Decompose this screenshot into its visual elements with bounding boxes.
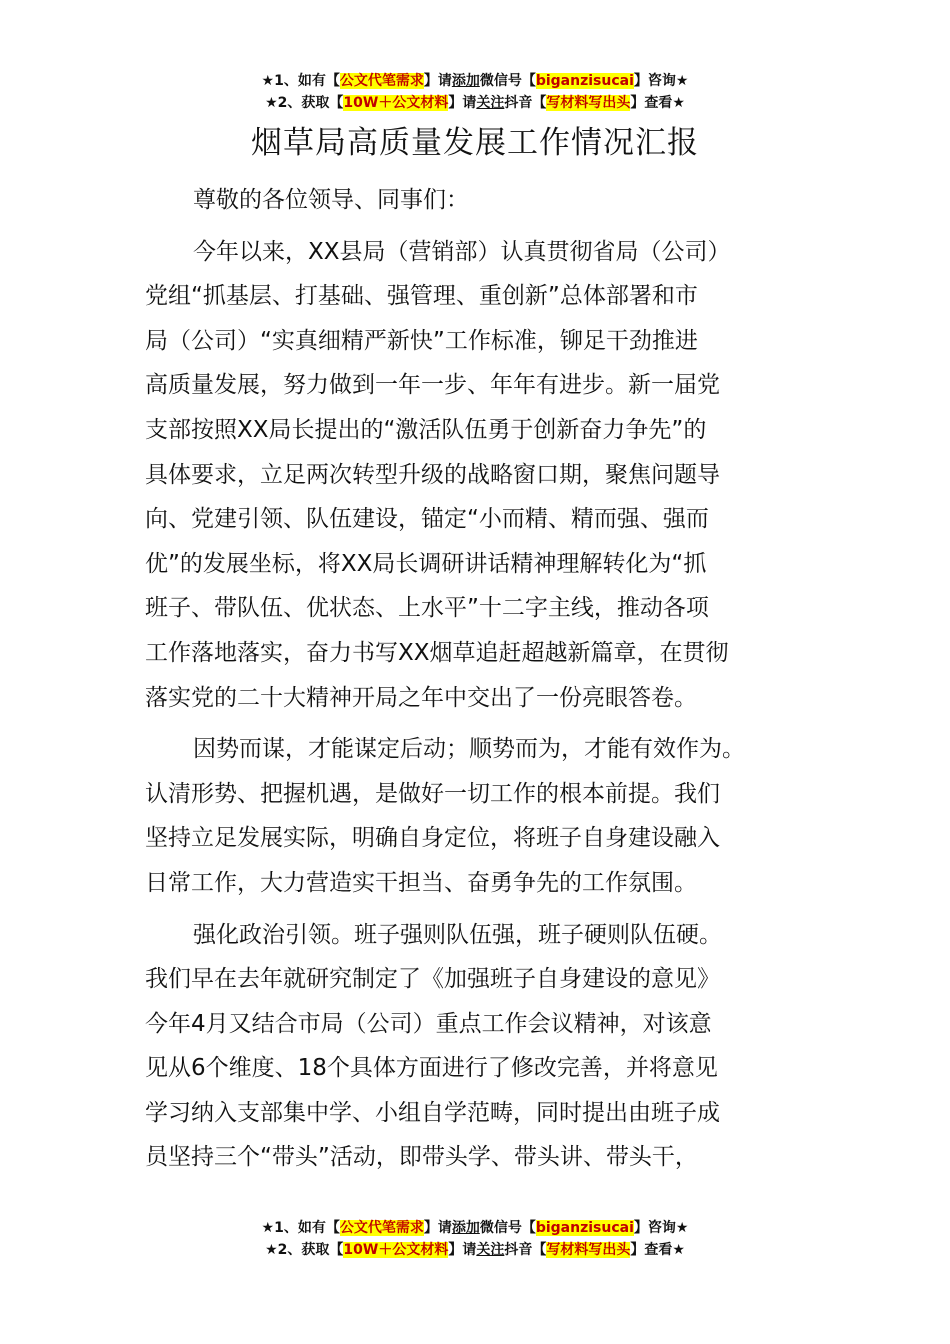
banner-text: 】请 (448, 1242, 477, 1258)
banner-highlight: 10W＋公文材料 (343, 1242, 449, 1258)
banner-highlight: 公文代笔需求 (339, 1220, 424, 1236)
banner-text: 抖音【 (504, 95, 547, 111)
banner-text: 】请 (423, 73, 452, 89)
paragraph-line: 优”的发展坐标，将XX局长调研讲话精神理解转化为“抓 (145, 550, 707, 577)
paragraph-line: 认清形势、把握机遇，是做好一切工作的根本前提。我们 (145, 780, 720, 807)
banner-text: 】请 (448, 95, 477, 111)
banner-text: 】咨询★ (633, 73, 689, 89)
paragraph-line: 我们早在去年就研究制定了《加强班子自身建设的意见》 (145, 966, 720, 993)
paragraph-line: 班子、带队伍、优状态、上水平”十二字主线，推动各项 (145, 595, 709, 622)
paragraph-line: 学习纳入支部集中学、小组自学范畴，同时提出由班子成 (145, 1099, 720, 1126)
banner-wechat-id: biganzisucai (535, 73, 634, 89)
banner-underlined: 添加 (451, 73, 480, 89)
banner-underlined: 添加 (451, 1220, 480, 1236)
paragraph-line: 强化政治引领。班子强则队伍强，班子硬则队伍硬。 (193, 921, 722, 948)
banner-text: 】咨询★ (633, 1220, 689, 1236)
paragraph-line: 高质量发展，努力做到一年一步、年年有进步。新一届党 (145, 372, 720, 399)
banner-text: 】请 (423, 1220, 452, 1236)
document-body (145, 178, 815, 1180)
banner-text: ★1、如有【 (261, 73, 340, 89)
paragraph-line: 因势而谋，才能谋定后动；顺势而为，才能有效作为。 (193, 736, 745, 763)
paragraph-line: 落实党的二十大精神开局之年中交出了一份亮眼答卷。 (145, 684, 697, 711)
banner-text: 】查看★ (630, 1242, 685, 1258)
salutation: 尊敬的各位领导、同事们： (193, 187, 469, 213)
banner-text: ★1、如有【 (261, 1220, 340, 1236)
footer-banner-line-1 (0, 1217, 950, 1239)
banner-underlined: 关注 (476, 95, 505, 111)
header-banner (0, 70, 950, 114)
paragraph-line: 今年4月又结合市局（公司）重点工作会议精神，对该意 (145, 1010, 712, 1037)
document-title: 烟草局高质量发展工作情况汇报 (251, 125, 699, 161)
paragraph-line: 党组“抓基层、打基础、强管理、重创新”总体部署和市 (145, 283, 698, 310)
banner-douyin-id: 写材料写出头 (546, 1242, 631, 1258)
paragraph-line: 具体要求，立足两次转型升级的战略窗口期，聚焦问题导 (145, 461, 720, 488)
banner-highlight: 10W＋公文材料 (343, 95, 449, 111)
paragraph-line: 工作落地落实，奋力书写XX烟草追赶超越新篇章，在贯彻 (145, 639, 729, 666)
paragraph-line: 见从6个维度、18个具体方面进行了修改完善，并将意见 (145, 1055, 718, 1082)
banner-text: ★2、获取【 (265, 1242, 344, 1258)
banner-text: 】查看★ (630, 95, 685, 111)
header-banner-line-1 (0, 70, 950, 92)
banner-text: 抖音【 (504, 1242, 547, 1258)
paragraph-line: 坚持立足发展实际，明确自身定位，将班子自身建设融入 (145, 825, 720, 852)
paragraph-line: 日常工作，大力营造实干担当、奋勇争先的工作氛围。 (145, 869, 697, 896)
footer-banner (0, 1217, 950, 1261)
banner-text: ★2、获取【 (265, 95, 344, 111)
banner-highlight: 公文代笔需求 (339, 73, 424, 89)
footer-banner-line-2 (0, 1239, 950, 1261)
paragraph-line: 支部按照XX局长提出的“激活队伍勇于创新奋力争先”的 (145, 416, 707, 443)
banner-wechat-id: biganzisucai (535, 1220, 634, 1236)
banner-text: 微信号【 (479, 1220, 536, 1236)
paragraph-line: 员坚持三个“带头”活动，即带头学、带头讲、带头干， (145, 1144, 698, 1171)
banner-text: 微信号【 (479, 73, 536, 89)
paragraph-line: 向、党建引领、队伍建设，锚定“小而精、精而强、强而 (145, 506, 709, 533)
header-banner-line-2 (0, 92, 950, 114)
paragraph-line: 今年以来，XX县局（营销部）认真贯彻省局（公司） (193, 238, 731, 265)
banner-douyin-id: 写材料写出头 (546, 95, 631, 111)
paragraph-line: 局（公司）“实真细精严新快”工作标准，铆足干劲推进 (145, 327, 698, 354)
banner-underlined: 关注 (476, 1242, 505, 1258)
